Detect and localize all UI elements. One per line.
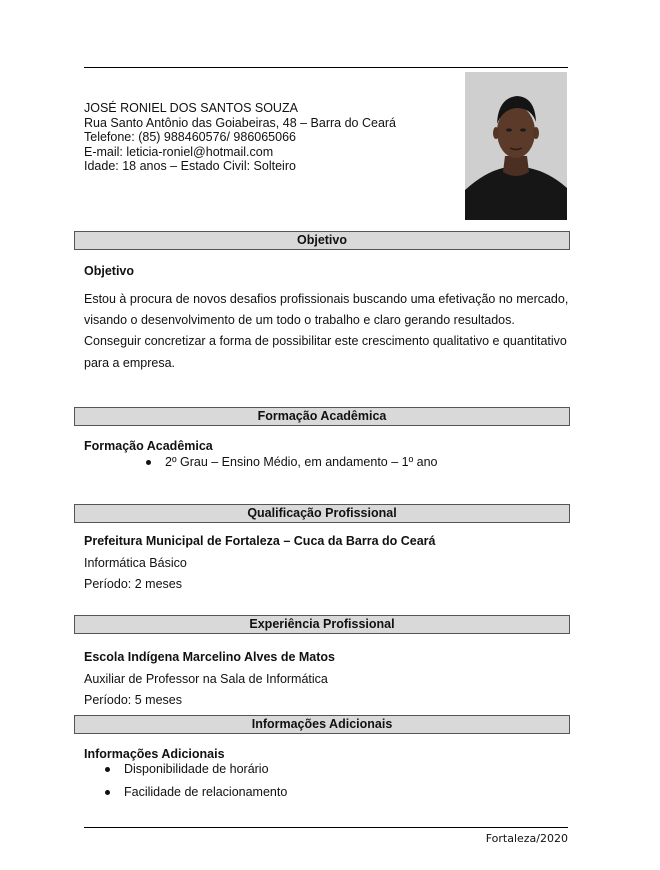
qualificacao-course: Informática Básico: [84, 556, 187, 570]
objetivo-line: Conseguir concretizar a forma de possibilitar este crescimento qualitativo e quantitativo: [84, 334, 567, 349]
objetivo-line: visando o desenvolvimento de um todo o trabalho e claro gerando resultados.: [84, 313, 515, 328]
bottom-divider: [84, 827, 568, 828]
section-bar-objetivo: Objetivo: [74, 231, 570, 250]
list-item: [105, 762, 269, 776]
address-line: Rua Santo Antônio das Goiabeiras, 48 – Barra do Ceará: [84, 115, 397, 130]
list-item: [105, 785, 287, 799]
section-bar-formacao: Formação Acadêmica: [74, 407, 570, 426]
objetivo-label: Objetivo: [84, 264, 135, 278]
formacao-label: Formação Acadêmica: [84, 439, 213, 453]
qualificacao-org: Prefeitura Municipal de Fortaleza – Cuca da Barra do Ceará: [84, 534, 436, 548]
email-line: E-mail: leticia-roniel@hotmail.com: [84, 144, 274, 159]
objetivo-line: Estou à procura de novos desafios profissionais buscando uma efetivação no mercado,: [84, 292, 569, 306]
experiencia-role: Auxiliar de Professor na Sala de Informática: [84, 672, 328, 686]
section-bar-experiencia: Experiência Profissional: [74, 615, 570, 634]
profile-photo: [465, 72, 567, 220]
formacao-item-text: 2º Grau – Ensino Médio, em andamento – 1º ano: [165, 455, 438, 469]
top-divider: [84, 67, 568, 68]
age-status-line: Idade: 18 anos – Estado Civil: Solteiro: [84, 159, 296, 173]
candidate-name: JOSÉ RONIEL DOS SANTOS SOUZA: [84, 101, 298, 115]
experiencia-org: Escola Indígena Marcelino Alves de Matos: [84, 650, 336, 664]
adicionais-item-text: Disponibilidade de horário: [124, 762, 269, 776]
contact-header: [84, 101, 396, 174]
section-bar-adicionais: Informações Adicionais: [74, 715, 570, 734]
adicionais-item-text: Facilidade de relacionamento: [124, 785, 288, 799]
footer-place-year: Fortaleza/2020: [485, 832, 568, 845]
portrait-illustration: [465, 72, 567, 220]
adicionais-label: Informações Adicionais: [84, 747, 225, 761]
bullet-icon: [105, 767, 110, 772]
objetivo-line: para a empresa.: [84, 355, 176, 370]
qualificacao-period: Período: 2 meses: [84, 577, 182, 591]
section-bar-qualificacao: Qualificação Profissional: [74, 504, 570, 523]
experiencia-period: Período: 5 meses: [84, 693, 182, 707]
objetivo-paragraph: [84, 289, 574, 374]
phone-line: Telefone: (85) 988460576/ 986065066: [84, 130, 296, 144]
list-item: [146, 455, 438, 469]
bullet-icon: [146, 460, 151, 465]
bullet-icon: [105, 790, 110, 795]
